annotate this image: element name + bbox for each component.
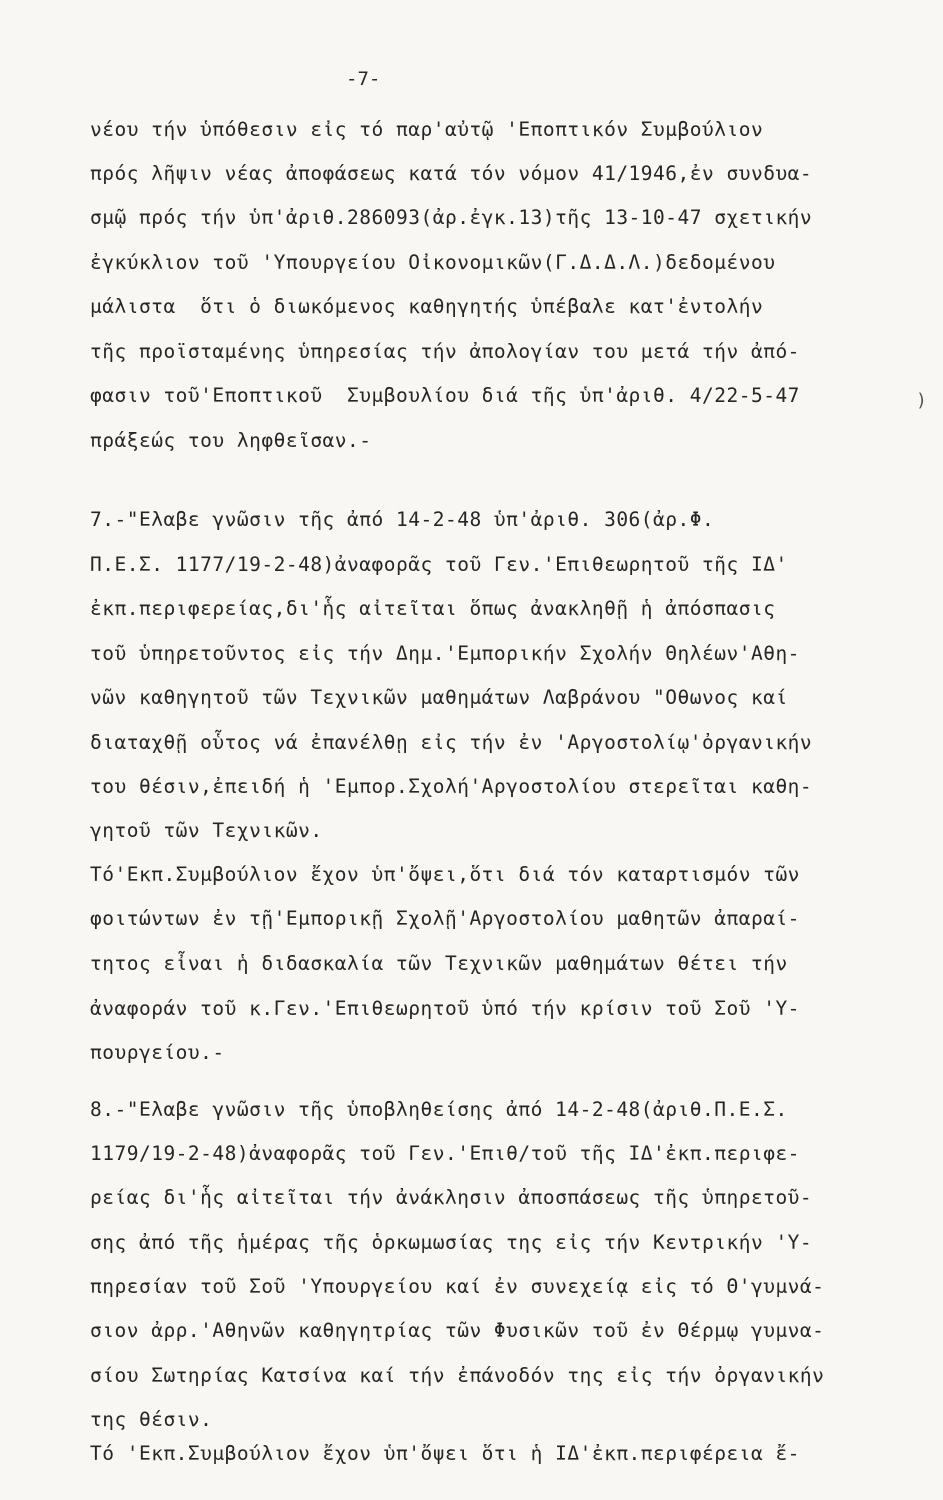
text-line: σίου Σωτηρίας Κατσίνα καί τήν ἐπάνοδόν της εἰς τήν ὀργανικήν xyxy=(90,1364,825,1387)
text-line: του θέσιν,ἐπειδή ἡ 'Εμπορ.Σχολή'Αργοστολίου στερεῖται καθη- xyxy=(90,775,813,798)
text-line: ρείας δι'ἧς αἰτεῖται τήν ἀνάκλησιν ἀποσπάσεως τῆς ὑπηρετοῦ- xyxy=(90,1186,813,1209)
text-line: πράξεώς του ληφθεῖσαν.- xyxy=(90,429,372,452)
text-line: σιον ἀρρ.'Αθηνῶν καθηγητρίας τῶν Φυσικῶν τοῦ ἐν Θέρμῳ γυμνα- xyxy=(90,1319,825,1342)
text-line: τῆς προϊσταμένης ὑπηρεσίας τήν ἀπολογίαν του μετά τήν ἀπό- xyxy=(90,340,800,363)
text-line: 1179/19-2-48)ἀναφορᾶς τοῦ Γεν.'Επιθ/τοῦ τῆς ΙΔ'ἐκπ.περιφε- xyxy=(90,1142,800,1165)
page-number: -7- xyxy=(346,68,381,90)
text-line: της θέσιν. xyxy=(90,1408,213,1431)
text-line: πηρεσίαν τοῦ Σοῦ 'Υπουργείου καί ἐν συνεχείᾳ εἰς τό Θ'γυμνά- xyxy=(90,1275,825,1298)
text-line: πουργείου.- xyxy=(90,1041,225,1064)
text-line: φασιν τοῦ'Εποπτικοῦ Συμβουλίου διά τῆς ὑπ'ἀριθ. 4/22-5-47 xyxy=(90,384,800,407)
text-line: τοῦ ὑπηρετοῦντος εἰς τήν Δημ.'Εμπορικήν Σχολήν Θηλέων'Αθη- xyxy=(90,642,800,665)
text-line: 7.-"Ελαβε γνῶσιν τῆς ἀπό 14-2-48 ὑπ'ἀριθ. 306(ἀρ.Φ. xyxy=(90,508,715,531)
text-line: γητοῦ τῶν Τεχνικῶν. xyxy=(90,819,323,842)
text-line: νέου τήν ὑπόθεσιν εἰς τό παρ'αὐτῷ 'Εποπτικόν Συμβούλιον xyxy=(90,118,764,141)
text-line: σης ἀπό τῆς ἡμέρας τῆς ὁρκωμωσίας της εἰς τήν Κεντρικήν 'Υ- xyxy=(90,1231,813,1254)
text-line: Π.Ε.Σ. 1177/19-2-48)ἀναφορᾶς τοῦ Γεν.'Επιθεωρητοῦ τῆς ΙΔ' xyxy=(90,553,788,576)
text-line: μάλιστα ὅτι ὁ διωκόμενος καθηγητής ὑπέβαλε κατ'ἐντολήν xyxy=(90,295,764,318)
text-line: φοιτώντων ἐν τῇ'Εμπορικῇ Σχολῇ'Αργοστολίου μαθητῶν ἀπαραί- xyxy=(90,907,800,930)
text-line: ἀναφοράν τοῦ κ.Γεν.'Επιθεωρητοῦ ὑπό τήν κρίσιν τοῦ Σοῦ 'Υ- xyxy=(90,997,800,1020)
text-line: Τό 'Εκπ.Συμβούλιον ἔχον ὑπ'ὄψει ὅτι ἡ ΙΔ'ἐκπ.περιφέρεια ἔ- xyxy=(90,1442,800,1465)
text-line: νῶν καθηγητοῦ τῶν Τεχνικῶν μαθημάτων Λαβράνου "Οθωνος καί xyxy=(90,686,788,709)
text-line: διαταχθῇ οὗτος νά ἐπανέλθῃ εἰς τήν ἐν 'Αργοστολίῳ'ὀργανικήν xyxy=(90,731,813,754)
text-line: 8.-"Ελαβε γνῶσιν τῆς ὑποβληθείσης ἀπό 14-2-48(ἀριθ.Π.Ε.Σ. xyxy=(90,1098,788,1121)
text-line: ἐκπ.περιφερείας,δι'ἧς αἰτεῖται ὅπως ἀνακληθῇ ἡ ἀπόσπασις xyxy=(90,597,776,620)
text-line: τητος εἶναι ἡ διδασκαλία τῶν Τεχνικῶν μαθημάτων θέτει τήν xyxy=(90,952,788,975)
text-line: σμῷ πρός τήν ὑπ'ἀριθ.286093(ἀρ.ἐγκ.13)τῆς 13-10-47 σχετικήν xyxy=(90,206,813,229)
text-line: Τό'Εκπ.Συμβούλιον ἔχον ὑπ'ὄψει,ὅτι διά τόν καταρτισμόν τῶν xyxy=(90,863,800,886)
margin-mark: ) xyxy=(916,390,927,411)
text-line: πρός λῆψιν νέας ἀποφάσεως κατά τόν νόμον 41/1946,ἐν συνδυα- xyxy=(90,162,813,185)
text-line: ἐγκύκλιον τοῦ 'Υπουργείου Οἰκονομικῶν(Γ.Δ.Δ.Λ.)δεδομένου xyxy=(90,251,776,274)
